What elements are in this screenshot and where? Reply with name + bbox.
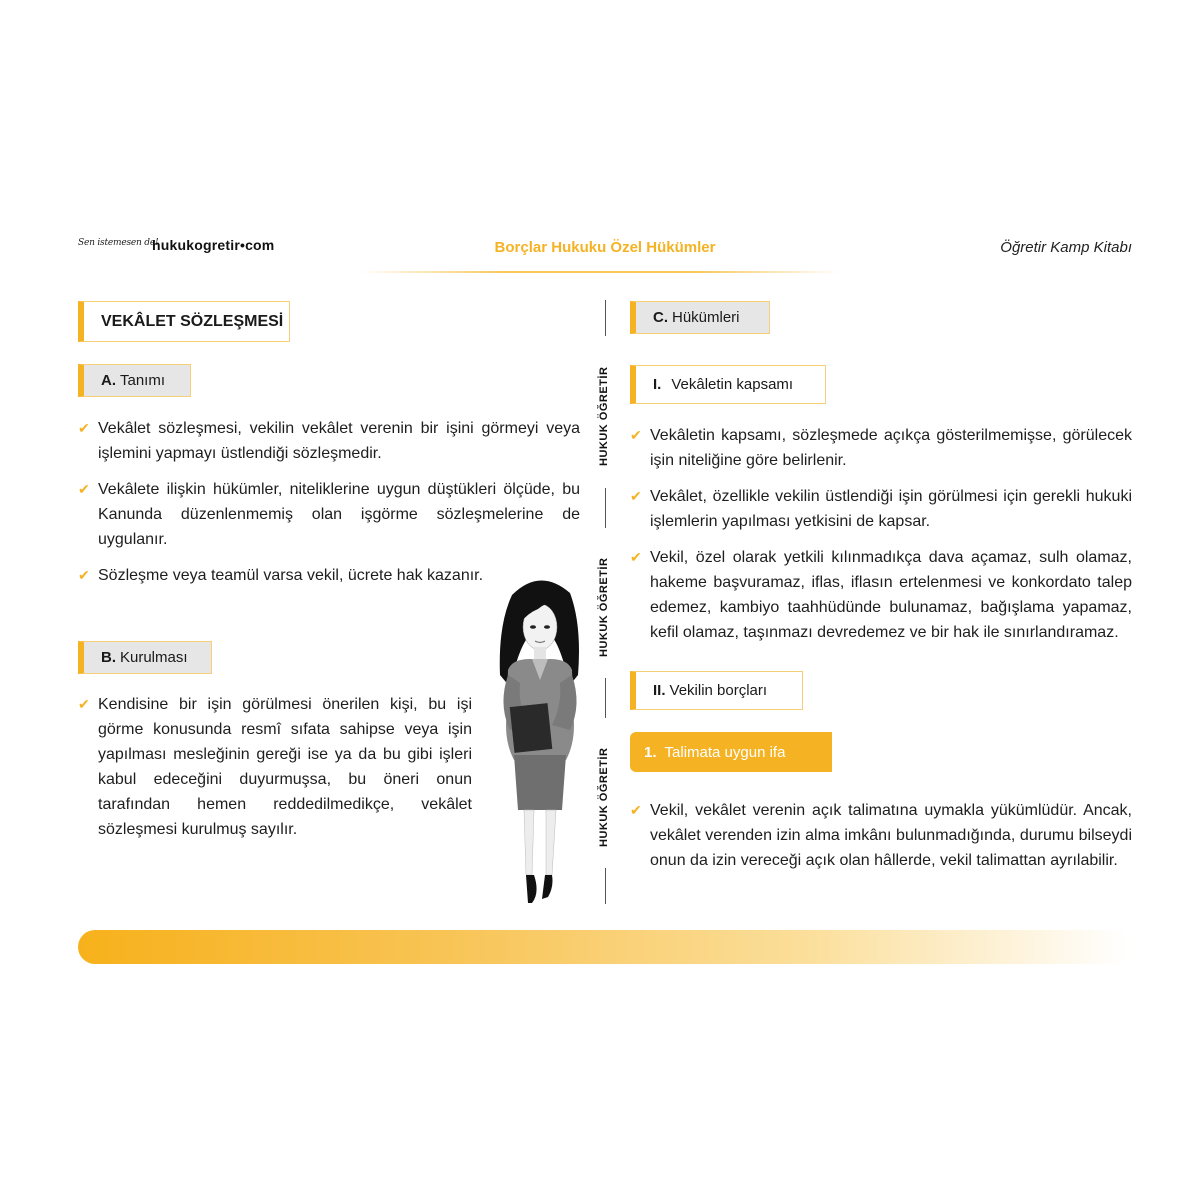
list-item [630, 798, 1132, 873]
heading-a-number: A. [101, 372, 116, 389]
heading-c-label: Hükümleri [672, 309, 740, 326]
main-title-text: VEKÂLET SÖZLEŞMESİ [101, 312, 284, 330]
list-item [78, 692, 472, 842]
list-item [78, 477, 580, 552]
checkmark-icon: ✔ [630, 549, 642, 565]
list-item [630, 545, 1132, 645]
document-subtitle: Öğretir Kamp Kitabı [1000, 239, 1132, 256]
checkmark-icon: ✔ [78, 567, 90, 583]
header-divider [360, 271, 840, 273]
divider-label: HUKUK ÖĞRETİR [598, 366, 610, 466]
document-title: Borçlar Hukuku Özel Hükümler [494, 239, 716, 256]
section-main-title [78, 301, 290, 342]
checkmark-icon: ✔ [630, 488, 642, 504]
list-item-text: Vekâletin kapsamı, sözleşmede açıkça gösterilmemişse, görülecek işin niteliğine göre belirlenir. [650, 427, 1132, 469]
list-item [630, 423, 1132, 473]
heading-b [78, 641, 212, 674]
checkmark-icon: ✔ [630, 427, 642, 443]
heading-i-label: Vekâletin kapsamı [671, 376, 794, 393]
heading-i-number: I. [653, 376, 662, 393]
checkmark-icon: ✔ [78, 420, 90, 436]
checkmark-icon: ✔ [78, 696, 90, 712]
heading-ii-number: II. [653, 682, 666, 699]
list-item-text: Vekâlet sözleşmesi, vekilin vekâlet verenin bir işini görmeyi veya işlemini yapmayı üstlendiği sözleşmedir. [98, 420, 580, 462]
divider-segment [605, 868, 606, 904]
heading-b-number: B. [101, 649, 116, 666]
footer-bar [78, 930, 1128, 964]
heading-i [630, 365, 826, 404]
heading-a-label: Tanımı [120, 372, 166, 389]
list-item-text: Vekâlet, özellikle vekilin üstlendiği işin görülmesi için gerekli hukuki işlemlerin yapılması yetkisini de kapsar. [650, 488, 1132, 530]
heading-ii-label: Vekilin borçları [669, 682, 768, 699]
heading-c-number: C. [653, 309, 668, 326]
list-item-text: Sözleşme veya teamül varsa vekil, ücrete hak kazanır. [98, 567, 484, 584]
lawyer-woman-illustration [490, 575, 590, 910]
slogan: Sen istemesen de! [78, 238, 159, 248]
heading-b-label: Kurulması [120, 649, 188, 666]
list-section-a [78, 416, 580, 599]
checkmark-icon: ✔ [630, 802, 642, 818]
divider-segment [605, 488, 606, 528]
list-item-text: Vekil, özel olarak yetkili kılınmadıkça dava açamaz, sulh olamaz, hakeme başvuramaz, iflas, iflasın ertelenmesi ve konkordato talep edemez, kambiyo taahhüdünde bulunamaz, bağışlama yapamaz, kefil olamaz, taşınmazı devredemez ve bir hak ile sınırlandıramaz. [650, 549, 1132, 641]
list-item-text: Vekil, vekâlet verenin açık talimatına uymakla yükümlüdür. Ancak, vekâlet verenden izin alma imkânı bulunmadığında, durumu bilseydi onun da izin vereceği açık olan hâllerde, vekil talimattan ayrılabilir. [650, 802, 1132, 869]
list-item [78, 416, 580, 466]
divider-segment [605, 300, 606, 336]
divider-segment [605, 678, 606, 718]
divider-label: HUKUK ÖĞRETİR [598, 747, 610, 847]
divider-label: HUKUK ÖĞRETİR [598, 557, 610, 657]
list-item-text: Kendisine bir işin görülmesi önerilen kişi, bu işi görme konusunda resmî sıfata sahipse veya işin yapılması mesleğinin gereği ise ya da bu gibi işleri kabul edeceğini duyurmuşsa, bu öneri onun tarafından hemen reddedilmedikçe, vekâlet sözleşmesi kurulmuş sayılır. [98, 696, 472, 838]
list-section-i [630, 423, 1132, 656]
list-section-b [78, 692, 472, 853]
checkmark-icon: ✔ [78, 481, 90, 497]
list-section-1 [630, 798, 1132, 884]
heading-1-number: 1. [644, 743, 657, 761]
list-item [630, 484, 1132, 534]
site-logo: hukukogretir•com [152, 237, 275, 253]
heading-c [630, 301, 770, 334]
heading-a [78, 364, 191, 397]
heading-1-label: Talimata uygun ifa [664, 743, 786, 761]
list-item-text: Vekâlete ilişkin hükümler, niteliklerine uygun düştükleri ölçüde, bu Kanunda düzenlenmemiş olan işgörme sözleşmelerine de uygulanır. [98, 481, 580, 548]
heading-ii [630, 671, 803, 710]
heading-1 [630, 732, 832, 772]
